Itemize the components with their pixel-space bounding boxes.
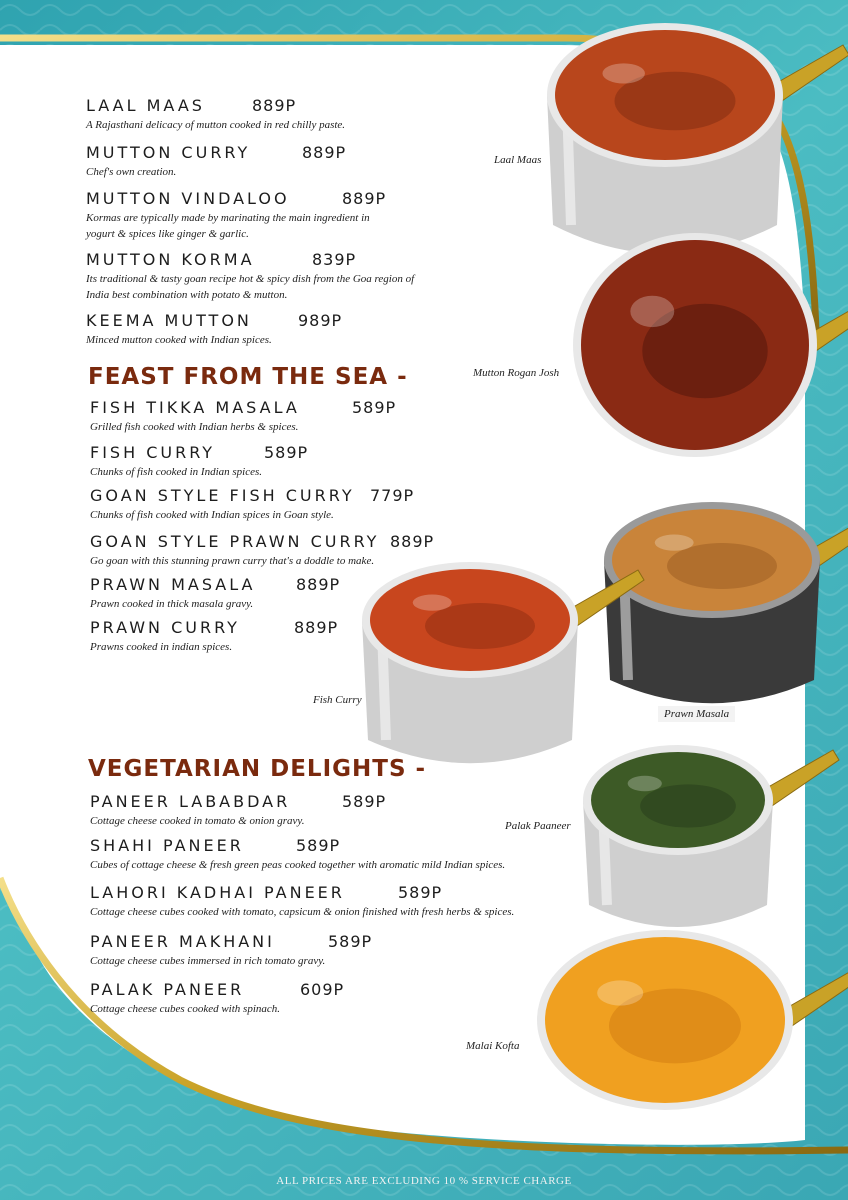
- photo-caption: Laal Maas: [494, 154, 542, 166]
- dish-description: Prawn cooked in thick masala gravy.: [90, 598, 254, 610]
- menu-item: [90, 443, 309, 480]
- menu-item: [86, 96, 345, 133]
- menu-item: [86, 189, 387, 242]
- menu-item: [86, 250, 414, 303]
- dish-description: Cubes of cottage cheese & fresh green peas cooked together with aromatic mild Indian spices.: [90, 859, 506, 871]
- dish-description: Go goan with this stunning prawn curry that's a doddle to make.: [90, 555, 375, 567]
- dish-description: Grilled fish cooked with Indian herbs & spices.: [90, 421, 299, 433]
- dish-photo: [497, 890, 848, 1150]
- dish-price: 889P: [252, 96, 297, 115]
- dish-price: 609P: [300, 980, 345, 999]
- dish-name: LAAL MAAS: [86, 96, 205, 115]
- dish-description: A Rajasthani delicacy of mutton cooked in red chilly paste.: [86, 119, 346, 131]
- photo-caption: Palak Paaneer: [505, 820, 571, 832]
- dish-name: KEEMA MUTTON: [86, 311, 252, 330]
- dish-name: PRAWN CURRY: [90, 618, 240, 637]
- menu-item: [90, 836, 505, 873]
- dish-description: Cottage cheese cubes cooked with tomato, capsicum & onion finished with fresh herbs & spices.: [90, 906, 515, 918]
- dish-name: SHAHI PANEER: [90, 836, 244, 855]
- photo-caption: Prawn Masala: [658, 706, 735, 722]
- dish-name: MUTTON VINDALOO: [86, 189, 290, 208]
- dish-name: MUTTON KORMA: [86, 250, 255, 269]
- photo-caption: Malai Kofta: [466, 1040, 520, 1052]
- dish-price: 989P: [298, 311, 343, 330]
- dish-description: Chunks of fish cooked in Indian spices.: [90, 466, 263, 478]
- dish-description: Chunks of fish cooked with Indian spices in Goan style.: [90, 509, 334, 521]
- menu-item: [90, 575, 341, 612]
- dish-description: Kormas are typically made by marinating the main ingredient in: [86, 212, 370, 224]
- menu-item: [90, 618, 339, 655]
- dish-name: GOAN STYLE PRAWN CURRY: [90, 532, 380, 551]
- menu-item: [90, 792, 387, 829]
- section-heading: VEGETARIAN DELIGHTS -: [88, 756, 427, 782]
- menu-item: [90, 398, 397, 435]
- dish-price: 589P: [342, 792, 387, 811]
- dish-description: Minced mutton cooked with Indian spices.: [86, 334, 272, 346]
- dish-description: India best combination with potato & mutton.: [86, 289, 288, 301]
- dish-description: Its traditional & tasty goan recipe hot & spicy dish from the Goa region of: [86, 273, 415, 285]
- section-heading: FEAST FROM THE SEA -: [88, 364, 408, 390]
- dish-price: 889P: [342, 189, 387, 208]
- dish-price: 889P: [296, 575, 341, 594]
- dish-price: 889P: [390, 532, 435, 551]
- dish-name: PANEER MAKHANI: [90, 932, 275, 951]
- dish-price: 889P: [302, 143, 347, 162]
- dish-name: GOAN STYLE FISH CURRY: [90, 486, 355, 505]
- dish-price: 589P: [264, 443, 309, 462]
- service-charge-note: ALL PRICES ARE EXCLUDING 10 % SERVICE CHARGE: [276, 1175, 572, 1187]
- dish-price: 889P: [294, 618, 339, 637]
- menu-item: [86, 311, 343, 348]
- menu-item: [90, 932, 373, 969]
- dish-description: yogurt & spices like ginger & garlic.: [86, 228, 249, 240]
- dish-name: MUTTON CURRY: [86, 143, 251, 162]
- dish-price: 779P: [370, 486, 415, 505]
- dish-price: 589P: [328, 932, 373, 951]
- dish-name: PALAK PANEER: [90, 980, 245, 999]
- dish-name: FISH TIKKA MASALA: [90, 398, 300, 417]
- dish-description: Prawns cooked in indian spices.: [90, 641, 233, 653]
- menu-item: [90, 486, 415, 523]
- photo-caption: Fish Curry: [313, 694, 362, 706]
- dish-description: Cottage cheese cooked in tomato & onion gravy.: [90, 815, 305, 827]
- dish-price: 839P: [312, 250, 357, 269]
- dish-photo: [533, 193, 848, 497]
- menu-item: [90, 980, 345, 1017]
- dish-description: Chef's own creation.: [86, 166, 177, 178]
- dish-description: Cottage cheese cubes immersed in rich tomato gravy.: [90, 955, 326, 967]
- dish-description: Cottage cheese cubes cooked with spinach.: [90, 1003, 281, 1015]
- dish-price: 589P: [352, 398, 397, 417]
- dish-name: PANEER LABABDAR: [90, 792, 291, 811]
- menu-item: [86, 143, 347, 180]
- dish-price: 589P: [398, 883, 443, 902]
- dish-name: LAHORI KADHAI PANEER: [90, 883, 345, 902]
- photo-caption: Mutton Rogan Josh: [473, 367, 560, 379]
- dish-name: PRAWN MASALA: [90, 575, 256, 594]
- dish-price: 589P: [296, 836, 341, 855]
- dish-name: FISH CURRY: [90, 443, 216, 462]
- menu-item: [90, 883, 514, 920]
